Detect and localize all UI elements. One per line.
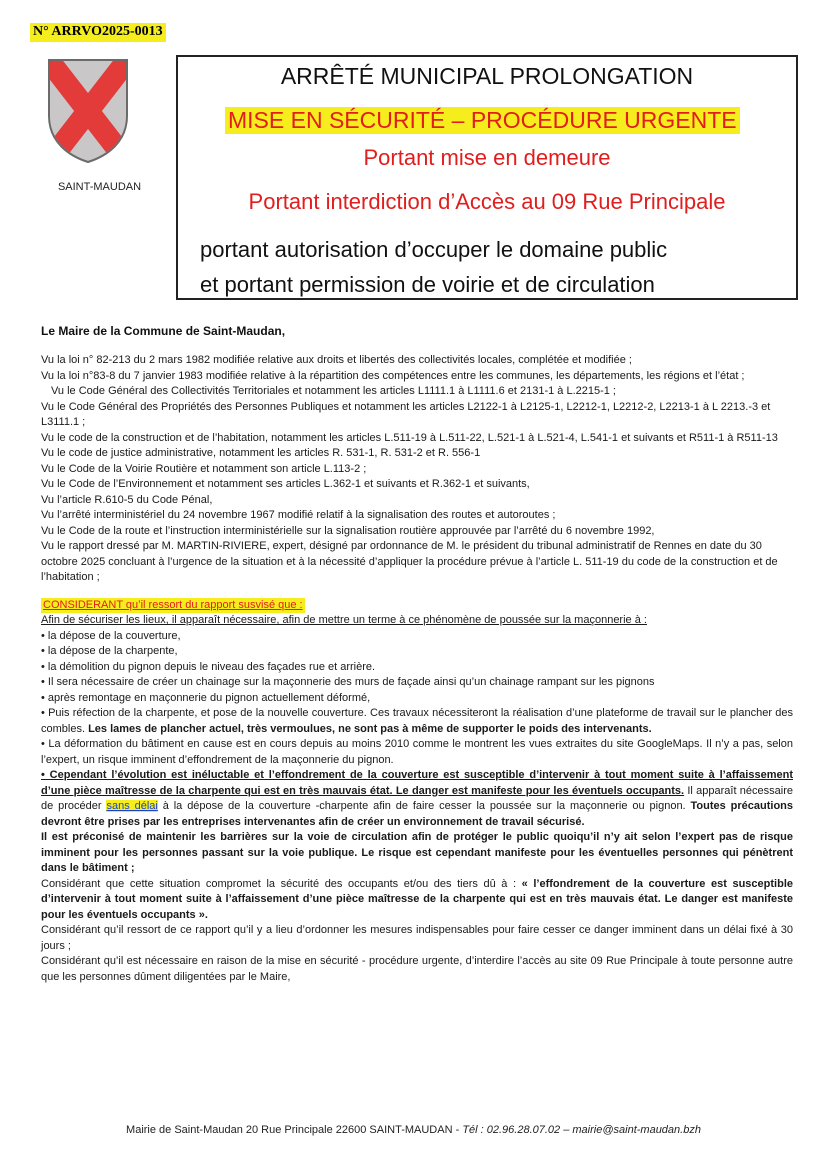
para-consider-2: Considérant qu’il ressort de ce rapport qu’il y a lieu d’ordonner les mesures indispensables pour faire cesser ce danger imminent dans un délai fixé à 30 jours ;	[41, 924, 793, 952]
visa-item: Vu l’arrêté interministériel du 24 novembre 1967 modifié relatif à la signalisation des routes et autoroutes ;	[41, 509, 556, 521]
visa-item: Vu l’article R.610-5 du Code Pénal,	[41, 493, 213, 506]
visa-item: Vu le code de la construction et de l’habitation, notamment les articles L.511-19 à L.511-22, L.521-1 à L.521-4, L.541-1 et suivants et R511-1 à R511-13	[41, 431, 778, 444]
visa-item: Vu le Code Général des Collectivités Territoriales et notamment les articles L1111.1 à L1111.6 et 2131-1 à L.2215-1 ;	[51, 385, 616, 397]
saint-maudan-coat-of-arms	[47, 58, 129, 164]
title-line-5b: et portant permission de voirie et de circulation	[200, 272, 655, 297]
para-framing-bold: Les lames de plancher actuel, très vermoulues, ne sont pas à même de supporter le poids des intervenants.	[88, 722, 652, 735]
sans-delai-highlight: sans délai	[106, 800, 158, 812]
para-framing-text: • Puis réfection de la charpente, et pose de la nouvelle couverture. Ces travaux nécessiteront la réalisation d’une plateforme de travail sur le plancher des combles.	[41, 707, 793, 735]
footer-address: Mairie de Saint-Maudan 20 Rue Principale 22600 SAINT-MAUDAN -	[126, 1124, 463, 1136]
para-collapse-bold: • Cependant l’évolution est inéluctable et l’effondrement de la couverture est susceptible d’intervenir à tout moment suite à l’affaissement d’une pièce maîtresse de la charpente qui est en très mauvais état. Le danger est manifeste pour les éventuels occupants.	[41, 769, 793, 797]
works-item: • Il sera nécessaire de créer un chainage sur la maçonnerie des murs de façade ainsi qu’un chainage rampant sur les pignons	[41, 676, 655, 688]
para-consider-1	[41, 877, 793, 924]
works-item: • la dépose de la charpente,	[41, 645, 178, 657]
footer	[0, 1124, 827, 1136]
visa-item: Vu le Code de la route et l’instruction interministérielle sur la signalisation routière approuvée par l’arrêté du 6 novembre 1992,	[41, 524, 655, 537]
para-deformation: • La déformation du bâtiment en cause est en cours depuis au moins 2010 comme le montrent les vues extraites du site GoogleMaps. Il n’y a pas, selon l’expert, un risque imminent d’effondrement de la maçonnerie du pignon.	[41, 738, 793, 766]
para-collapse-text-2: à la dépose de la couverture -charpente afin de faire cesser la poussée sur la maçonnerie ou pignon.	[157, 800, 691, 812]
title-line-5	[200, 232, 790, 302]
works-item: • après remontage en maçonnerie du pignon actuellement déformé,	[41, 691, 371, 704]
works-intro: Afin de sécuriser les lieux, il apparaît nécessaire, afin de mettre un terme à ce phénomène de poussée sur la maçonnerie à :	[41, 614, 647, 626]
title-line-4: Portant interdiction d’Accès au 09 Rue Principale	[248, 189, 726, 214]
para-collapse-text: Il apparaît nécessaire de procéder	[41, 784, 793, 812]
visa-item: Vu le Code de la Voirie Routière et notamment son article L.113-2 ;	[41, 462, 367, 475]
para-consider-1-bold: « l’effondrement de la couverture est susceptible d’intervenir à tout moment suite à l’affaissement d’une pièce maîtresse de la charpente qui est en très mauvais état. Le danger est manifeste pour les éventuels occupants ».	[41, 877, 793, 921]
works-item: • la démolition du pignon depuis le niveau des façades rue et arrière.	[41, 660, 376, 673]
reference-number: N° ARRVO2025-0013	[30, 23, 166, 42]
footer-contact: Tél : 02.96.28.07.02 – mairie@saint-maudan.bzh	[462, 1124, 701, 1136]
commune-label: SAINT-MAUDAN	[57, 181, 142, 193]
para-barriers: Il est préconisé de maintenir les barrières sur la voie de circulation afin de protéger le public quoiqu’il n’y ait selon l’expert pas de risque imminent pour les personnes passant sur la voie publique. Le risque est cependant manifeste pour les éventuelles personnes qui pénètrent dans le bâtiment ;	[41, 831, 793, 874]
visa-item: Vu le Code de l’Environnement et notamment ses articles L.362-1 et suivants et R.362-1 et suivants,	[41, 478, 530, 490]
title-box	[176, 55, 798, 300]
considering-heading: CONSIDERANT qu’il ressort du rapport susvisé que :	[41, 598, 305, 614]
para-framing	[41, 706, 793, 737]
mayor-heading: Le Maire de la Commune de Saint-Maudan,	[41, 324, 286, 338]
title-line-5a: portant autorisation d’occuper le domaine public	[200, 237, 668, 262]
para-consider-3: Considérant qu’il est nécessaire en raison de la mise en sécurité - procédure urgente, d’interdire l’accès au site 09 Rue Principale à toute personne autre que les personnes dûment diligentées par le Maire,	[41, 955, 793, 983]
visa-item: Vu le code de justice administrative, notamment les articles R. 531-1, R. 531-2 et R. 556-1	[41, 447, 481, 459]
para-collapse-bold-2: Toutes précautions devront être prises par les entreprises intervenantes afin de créer un environnement de travail sécurisé.	[41, 800, 793, 828]
visa-item: Vu le Code Général des Propriétés des Personnes Publiques et notamment les articles L2122-1 à L2125-1, L2212-1, L2212-2, L2213-1 à L 2213.-3 et L3111.1 ;	[41, 400, 771, 428]
document-body	[41, 353, 793, 985]
title-line-1: ARRÊTÉ MUNICIPAL PROLONGATION	[280, 63, 694, 89]
para-consider-1-text: Considérant que cette situation compromet la sécurité des occupants et/ou des tiers dû à :	[41, 877, 522, 890]
visa-item: Vu la loi n° 82-213 du 2 mars 1982 modifiée relative aux droits et libertés des collectivités locales, complétée et modifiée ;	[41, 354, 632, 366]
works-item: • la dépose de la couverture,	[41, 629, 181, 642]
title-line-2: MISE EN SÉCURITÉ – PROCÉDURE URGENTE	[225, 107, 740, 134]
visas-list	[41, 353, 793, 586]
visa-item: Vu le rapport dressé par M. MARTIN-RIVIERE, expert, désigné par ordonnance de M. le président du tribunal administratif de Rennes en date du 30 octobre 2025 concluant à l’urgence de la situation et à la nécessité d’appliquer la procédure prévue à l’article L. 511-19 du code de la construction et de l’habitation ;	[41, 540, 778, 583]
title-line-3: Portant mise en demeure	[363, 145, 611, 170]
visa-item: Vu la loi n°83-8 du 7 janvier 1983 modifiée relative à la répartition des compétences entre les communes, les départements, les régions et l’état ;	[41, 369, 745, 382]
para-collapse	[41, 768, 793, 830]
